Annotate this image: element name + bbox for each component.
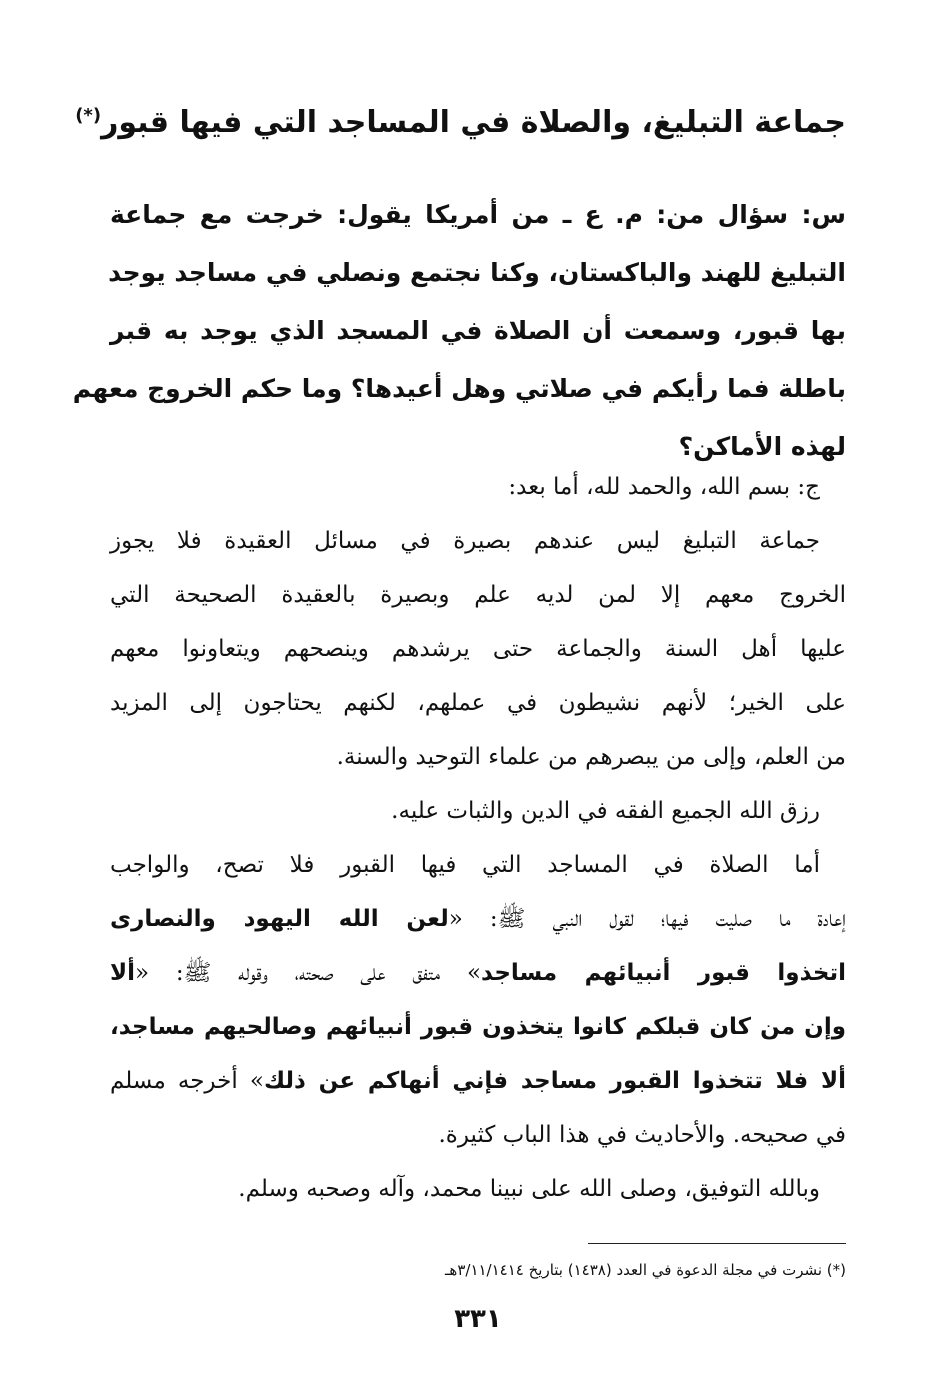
answer-paragraph-line [110, 946, 846, 1000]
answer-paragraph-line: جماعة التبليغ ليس عندهم بصيرة في مسائل العقيدة فلا يجوز [110, 528, 820, 554]
question-block [72, 186, 846, 476]
question-line: التبليغ للهند والباكستان، وكنا نجتمع ونصلي في مساجد يوجد [108, 258, 846, 287]
footnote-marker: (*) [75, 105, 102, 126]
answer-paragraph-line: عليها أهل السنة والجماعة حتى يرشدهم وينصحهم ويتعاونوا معهم [110, 636, 846, 662]
answer-paragraph-line [110, 1054, 846, 1108]
hadith-text: وإن من كان قبلكم كانوا يتخذون قبور أنبيائهم وصالحيهم مساجد، [110, 1014, 846, 1040]
answer-closing: وبالله التوفيق، وصلى الله على نبينا محمد، وآله وصحبه وسلم. [238, 1176, 820, 1202]
answer-opening: ج: بسم الله، والحمد لله، أما بعد: [508, 474, 820, 500]
question-line: س: سؤال من: م. ع ـ من أمريكا يقول: خرجت مع جماعة [110, 200, 846, 229]
footnote: (*) نشرت في مجلة الدعوة في العدد (١٤٣٨) بتاريخ ٣/١١/١٤١٤هـ [445, 1261, 846, 1279]
question-line: بها قبور، وسمعت أن الصلاة في المسجد الذي يوجد به قبر [110, 316, 846, 345]
plain-text: إعادة ما صليت فيها؛ لقول النبي ﷺ: « [448, 906, 846, 932]
footnote-divider [588, 1243, 846, 1244]
hadith-text: ألا فلا تتخذوا القبور مساجد فإني أنهاكم عن ذلك [263, 1068, 846, 1094]
title-text: جماعة التبليغ، والصلاة في المساجد التي فيها قبور [101, 105, 846, 140]
document-page [72, 0, 846, 1382]
answer-block [110, 460, 846, 1216]
answer-paragraph-line: من العلم، وإلى من يبصرهم من علماء التوحيد والسنة. [336, 744, 846, 770]
question-line: باطلة فما رأيكم في صلاتي وهل أعيدها؟ وما حكم الخروج معهم [72, 374, 846, 403]
question-line: لهذه الأماكن؟ [678, 432, 846, 461]
answer-paragraph-line: على الخير؛ لأنهم نشيطون في عملهم، لكنهم يحتاجون إلى المزيد [110, 690, 846, 716]
hadith-text: اتخذوا قبور أنبيائهم مساجد [481, 960, 846, 986]
plain-text: » أخرجه مسلم [110, 1068, 264, 1094]
answer-paragraph-line [110, 892, 846, 946]
answer-paragraph-line [110, 1000, 846, 1054]
hadith-text: لعن الله اليهود والنصارى [110, 906, 449, 932]
page-number: ٣٣١ [454, 1304, 502, 1334]
answer-paragraph-line: في صحيحه. والأحاديث في هذا الباب كثيرة. [438, 1122, 846, 1148]
answer-paragraph-line: أما الصلاة في المساجد التي فيها القبور فلا تصح، والواجب [110, 852, 820, 878]
hadith-text: ألا [110, 960, 136, 986]
answer-supplication: رزق الله الجميع الفقه في الدين والثبات عليه. [391, 798, 820, 824]
page-title [75, 92, 846, 147]
answer-paragraph-line: الخروج معهم إلا لمن لديه علم وبصيرة بالعقيدة الصحيحة التي [110, 582, 846, 608]
plain-text: » متفق على صحته، وقوله ﷺ: « [135, 960, 482, 986]
